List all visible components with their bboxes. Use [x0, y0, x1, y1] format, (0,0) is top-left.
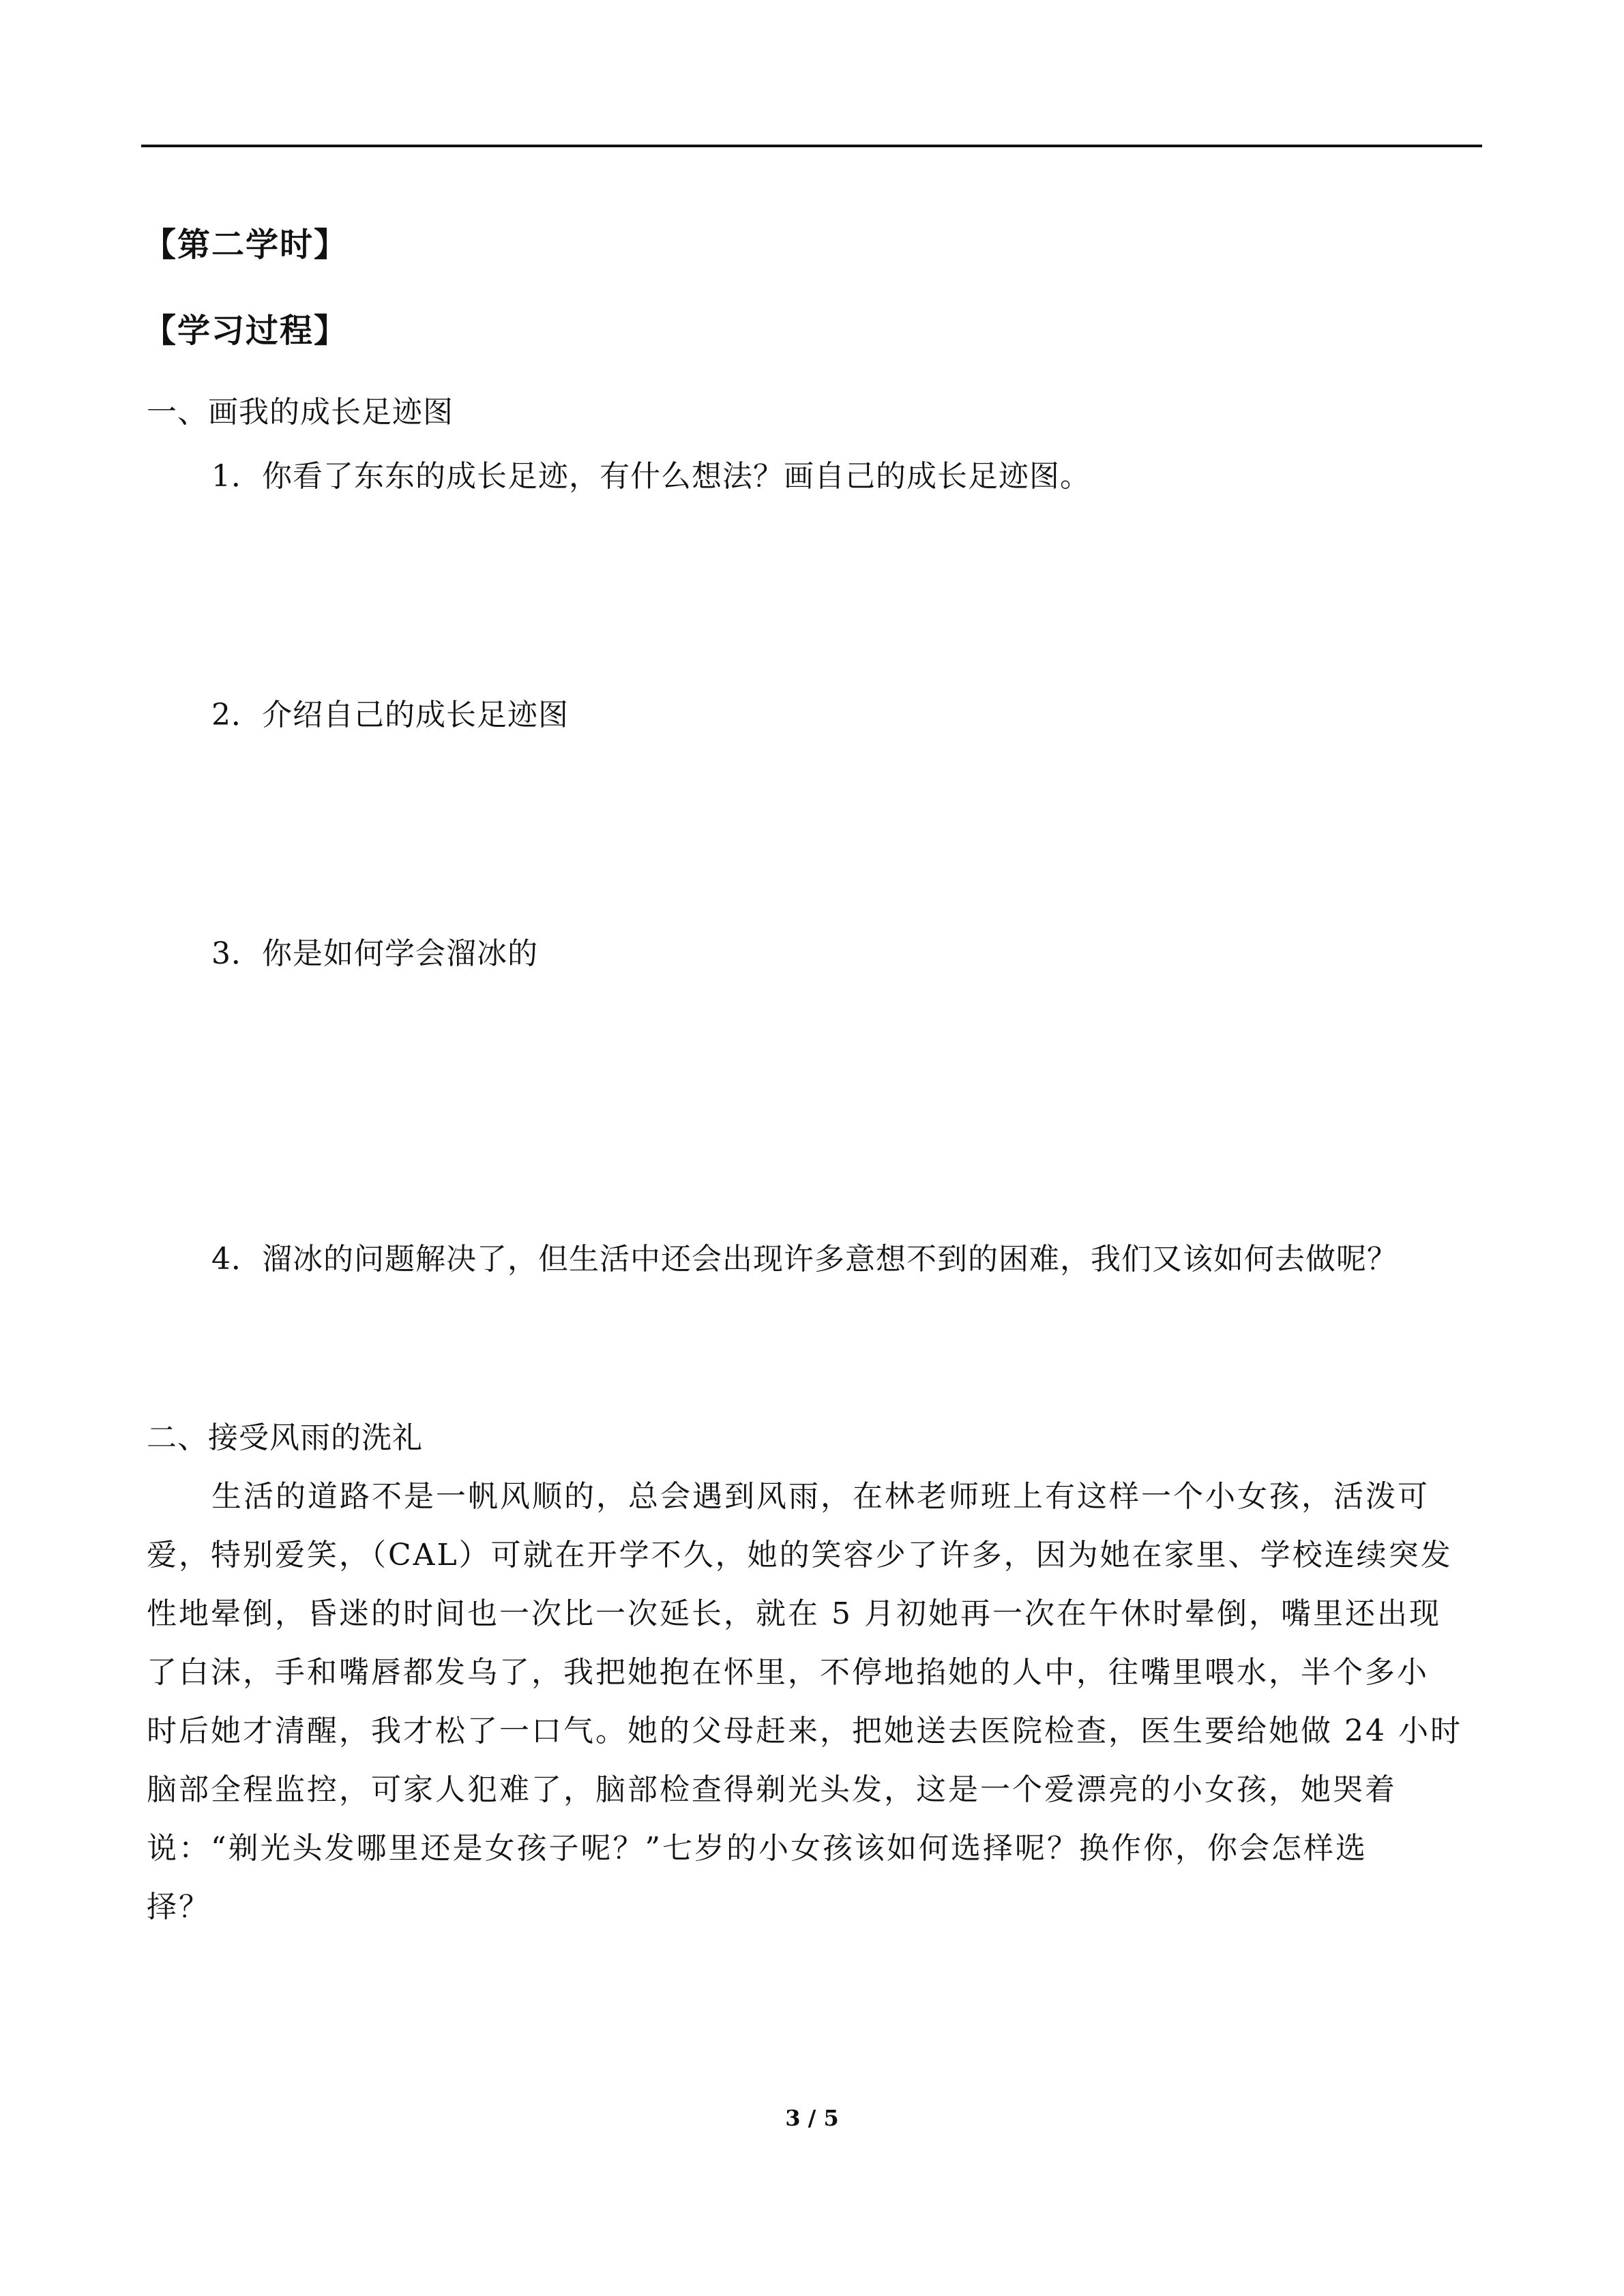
paragraph-line: 爱，特别爱笑，（CAL）可就在开学不久，她的笑容少了许多，因为她在家里、学校连续突发	[147, 1538, 1453, 1572]
section-1-title: 一、画我的成长足迹图	[147, 395, 454, 430]
process-heading: 【学习过程】	[143, 312, 349, 350]
paragraph-line: 生活的道路不是一帆风顺的，总会遇到风雨，在林老师班上有这样一个小女孩，活泼可	[211, 1479, 1430, 1514]
question-2: 2．介绍自己的成长足迹图	[211, 698, 569, 732]
paragraph-line: 了白沫，手和嘴唇都发乌了，我把她抱在怀里，不停地掐她的人中，往嘴里喂水，半个多小	[147, 1655, 1429, 1690]
paragraph-line: 性地晕倒，昏迷的时间也一次比一次延长，就在 5 月初她再一次在午休时晕倒，嘴里还出现	[147, 1596, 1441, 1631]
session-heading: 【第二学时】	[143, 226, 349, 264]
header-rule	[141, 145, 1482, 147]
paragraph-line: 说：“剃光头发哪里还是女孩子呢？”七岁的小女孩该如何选择呢？换作你，你会怎样选	[147, 1831, 1368, 1866]
question-4: 4．溜冰的问题解决了，但生活中还会出现许多意想不到的困难，我们又该如何去做呢？	[211, 1242, 1398, 1277]
question-3: 3．你是如何学会溜冰的	[211, 936, 538, 971]
paragraph-line: 择？	[147, 1890, 211, 1924]
paragraph-line: 时后她才清醒，我才松了一口气。她的父母赶来，把她送去医院检查，医生要给她做 24 小时	[147, 1714, 1462, 1748]
paragraph-line: 脑部全程监控，可家人犯难了，脑部检查得剃光头发，这是一个爱漂亮的小女孩，她哭着	[147, 1772, 1397, 1807]
section-2-title: 二、接受风雨的洗礼	[147, 1420, 423, 1455]
question-1: 1．你看了东东的成长足迹，有什么想法？画自己的成长足迹图。	[211, 459, 1091, 494]
page-number: 3 / 5	[785, 2105, 839, 2131]
